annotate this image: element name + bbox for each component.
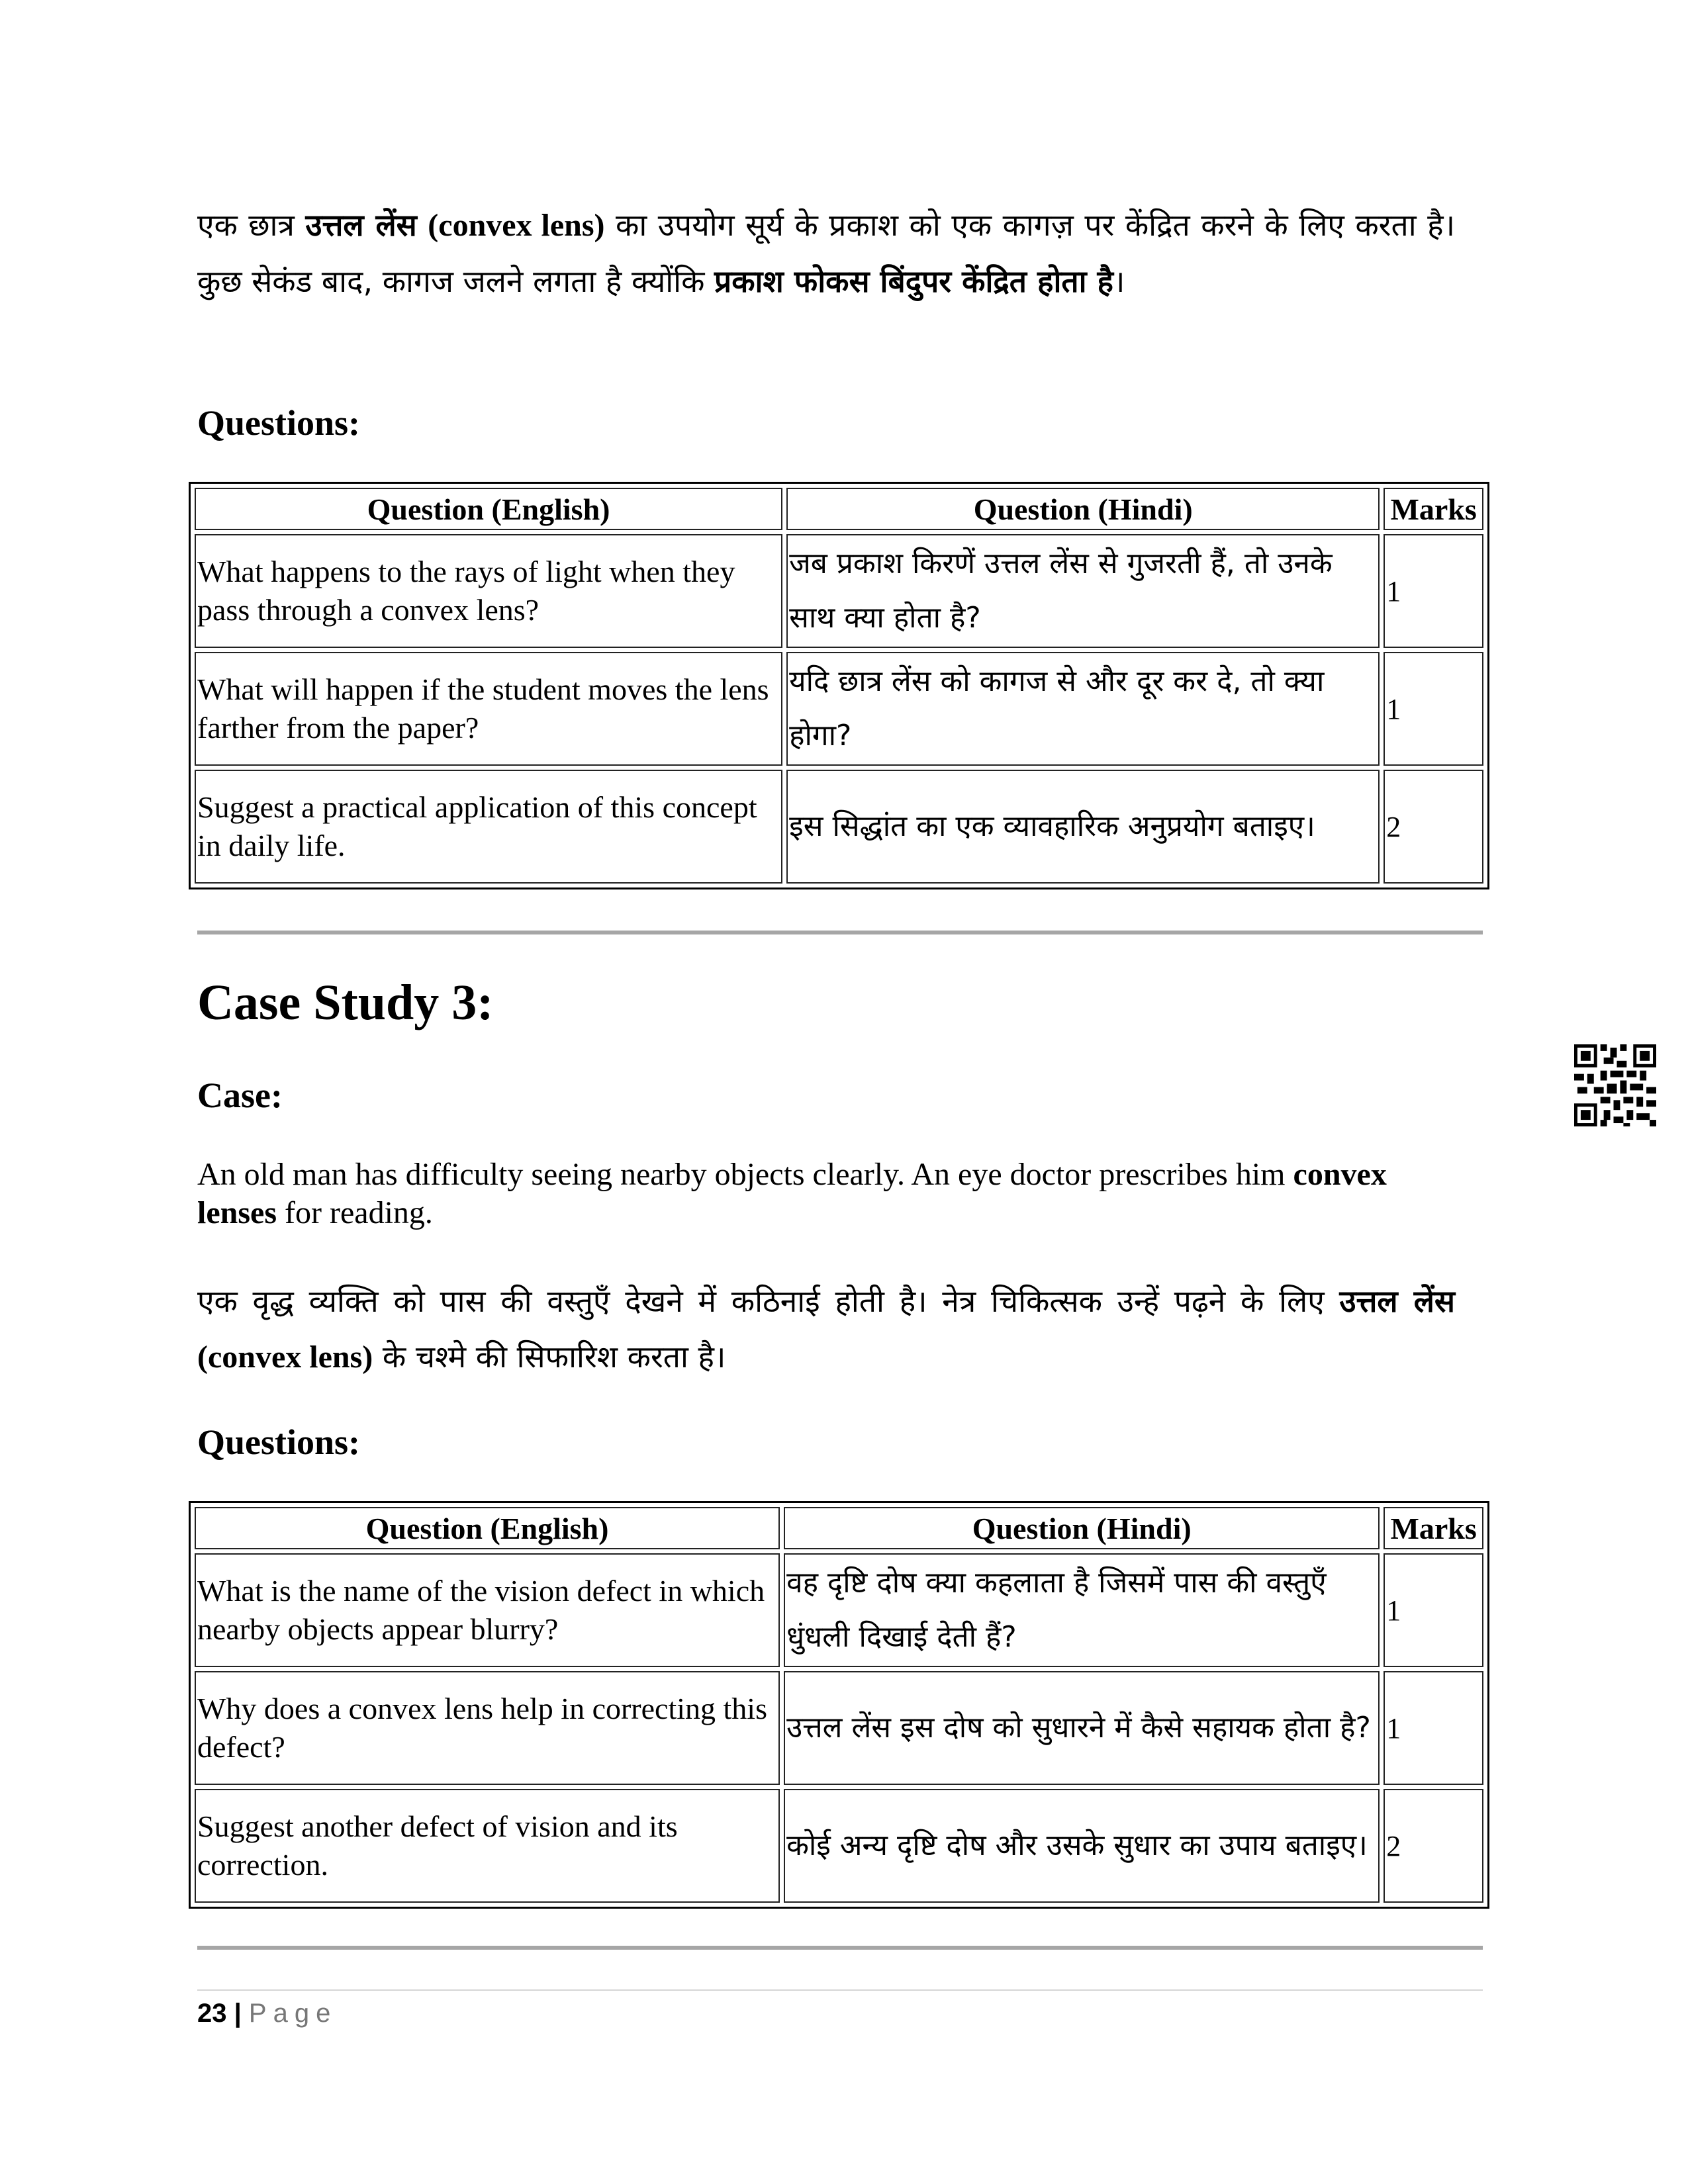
case-english-text-1: An old man has difficulty seeing nearby objects clearly. An eye doctor prescribes him <box>197 1157 1293 1192</box>
case-hindi-text-1: एक वृद्ध व्यक्ति को पास की वस्तुएँ देखने में कठिनाई होती है। नेत्र चिकित्सक उन्हें पढ़ने के लिए <box>197 1283 1340 1319</box>
header-marks: Marks <box>1383 1507 1483 1549</box>
question-english: Suggest a practical application of this concept in daily life. <box>195 770 782 884</box>
header-question-hindi: Question (Hindi) <box>786 488 1380 530</box>
intro-text-1: एक छात्र <box>197 207 306 243</box>
header-question-english: Question (English) <box>195 488 782 530</box>
case-english-text-2: for reading. <box>277 1195 433 1230</box>
header-question-english: Question (English) <box>195 1507 780 1549</box>
section-divider <box>197 931 1483 934</box>
page-number: 23 <box>197 1999 227 2028</box>
question-english: What happens to the rays of light when they pass through a convex lens? <box>195 534 782 648</box>
table-row <box>195 652 1483 766</box>
question-hindi: वह दृष्टि दोष क्या कहलाता है जिसमें पास की वस्तुएँ धुंधली दिखाई देती हैं? <box>784 1553 1380 1667</box>
intro-bold-focus: प्रकाश फोकस बिंदुपर केंद्रित होता है <box>714 263 1113 299</box>
table-row <box>195 1789 1483 1903</box>
footer-separator: | <box>226 1999 249 2028</box>
header-marks: Marks <box>1383 488 1483 530</box>
page-label: Page <box>248 1999 338 2028</box>
question-hindi: कोई अन्य दृष्टि दोष और उसके सुधार का उपाय बताइए। <box>784 1789 1380 1903</box>
table-row <box>195 770 1483 884</box>
question-english: What will happen if the student moves the lens farther from the paper? <box>195 652 782 766</box>
question-marks: 1 <box>1383 1671 1483 1785</box>
intro-bold-convex-lens-en: (convex lens) <box>428 208 605 243</box>
question-hindi: यदि छात्र लेंस को कागज से और दूर कर दे, तो क्या होगा? <box>786 652 1380 766</box>
question-hindi: जब प्रकाश किरणें उत्तल लेंस से गुजरती हैं, तो उनके साथ क्या होता है? <box>786 534 1380 648</box>
footer-divider <box>197 1989 1483 1991</box>
questions-heading-2: Questions: <box>197 1422 361 1462</box>
question-marks: 1 <box>1383 652 1483 766</box>
question-english: Suggest another defect of vision and its correction. <box>195 1789 780 1903</box>
question-english: Why does a convex lens help in correcting this defect? <box>195 1671 780 1785</box>
case-english-bold: convex lenses <box>197 1157 1387 1230</box>
intro-paragraph-hindi <box>197 197 1455 309</box>
case-label: Case: <box>197 1075 283 1115</box>
page-footer <box>197 1999 337 2028</box>
question-hindi: इस सिद्धांत का एक व्यावहारिक अनुप्रयोग बताइए। <box>786 770 1380 884</box>
question-marks: 1 <box>1383 1553 1483 1667</box>
qr-code-icon <box>1574 1044 1656 1126</box>
case-hindi-bold-en: (convex lens) <box>197 1340 373 1375</box>
questions-table-1 <box>189 482 1489 889</box>
question-english: What is the name of the vision defect in which nearby objects appear blurry? <box>195 1553 780 1667</box>
case-hindi-text-2: के चश्मे की सिफारिश करता है। <box>373 1339 726 1375</box>
table-row <box>195 1553 1483 1667</box>
header-question-hindi: Question (Hindi) <box>784 1507 1380 1549</box>
case-paragraph-hindi <box>197 1273 1455 1385</box>
intro-bold-convex-lens: उत्तल लेंस <box>305 207 417 243</box>
table-row <box>195 534 1483 648</box>
table-header-row <box>195 1507 1483 1549</box>
case-study-title: Case Study 3: <box>197 975 494 1030</box>
table-header-row <box>195 488 1483 530</box>
questions-table-2 <box>189 1501 1489 1909</box>
table-row <box>195 1671 1483 1785</box>
section-divider <box>197 1946 1483 1950</box>
question-marks: 2 <box>1383 770 1483 884</box>
question-marks: 2 <box>1383 1789 1483 1903</box>
questions-heading-1: Questions: <box>197 403 361 443</box>
question-hindi: उत्तल लेंस इस दोष को सुधारने में कैसे सहायक होता है? <box>784 1671 1380 1785</box>
question-marks: 1 <box>1383 534 1483 648</box>
case-hindi-bold: उत्तल लेंस <box>1339 1283 1456 1319</box>
intro-text-2: का उपयोग सूर्य के प्रकाश को एक कागज़ पर केंद्रित करने के लिए करता है। कुछ सेकंड बाद, कागज जलने लगता है क्योंकि <box>197 207 1456 299</box>
intro-end: । <box>1113 263 1125 299</box>
case-paragraph-english <box>197 1156 1455 1232</box>
